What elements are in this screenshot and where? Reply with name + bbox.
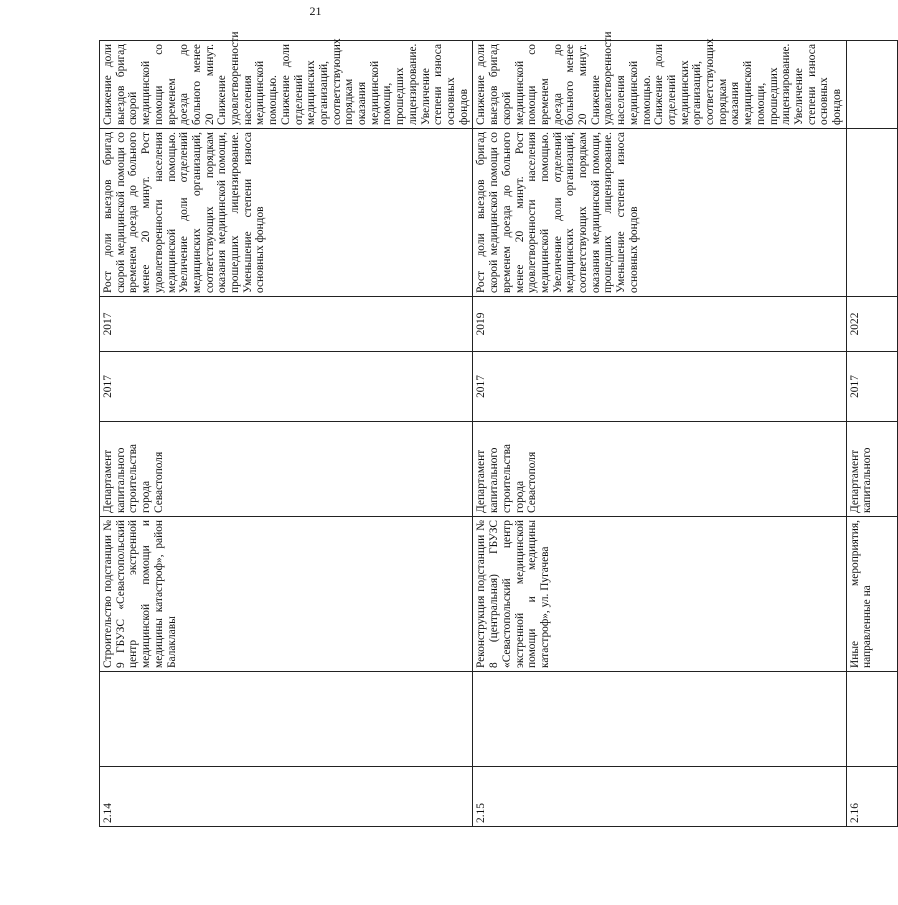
executor-cell: Департамент капитального строительства города Севастополя — [473, 422, 846, 517]
risk-cell: Снижение доли выездов бригад скорой медицинской помощи со временем доезда до больного менее 20 минут. Снижение удовлетворенности населения медицинской помощью. Снижение доли отделений медицинских организаций, соответствующих порядкам оказания медицинской помощи, прошедших лицензирование. Увеличение степени износа основных фондов — [473, 41, 846, 129]
risk-cell: Снижение доли выездов бригад скорой медицинской помощи со временем доезда до больного менее 20 минут. Снижение удовлетворенности населения медицинской помощью. Снижение доли отделений медицинских организаций, соответствующих порядкам оказания медицинской помощи, прошедших лицензирование. Увеличение степени износа основных фондов — [100, 41, 473, 129]
start-year-cell: 2017 — [473, 352, 846, 422]
blank-cell — [100, 672, 473, 767]
table-row — [100, 41, 473, 827]
table-row — [846, 41, 897, 827]
blank-cell — [473, 672, 846, 767]
executor-cell: Департамент капитального — [846, 422, 897, 517]
start-year-cell: 2017 — [100, 352, 473, 422]
risk-cell — [846, 41, 897, 129]
executor-cell: Департамент капитального строительства города Севастополя — [100, 422, 473, 517]
number-cell: 2.14 — [100, 767, 473, 827]
result-cell — [846, 129, 897, 297]
number-cell: 2.15 — [473, 767, 846, 827]
event-cell: Реконструкция подстанции № 8 (центральная) ГБУЗС «Севастопольский центр экстренной медицинской помощи и медицины катастроф», ул. Пугачева — [473, 517, 846, 672]
result-cell: Рост доли выездов бригад скорой медицинской помощи со временем доезда до больного менее 20 минут. Рост удовлетворенности населения медицинской помощью. Увеличение доли отделений медицинских организаций, соответствующих порядкам оказания медицинской помощи, прошедших лицензирование. Уменьшение степени износа основных фондов — [100, 129, 473, 297]
rotated-table-wrapper — [99, 31, 874, 827]
event-cell: Строительство подстанции № 9 ГБУЗС «Севастопольский центр экстренной медицинской помощи и медицины катастроф», район Балаклавы — [100, 517, 473, 672]
result-cell: Рост доли выездов бригад скорой медицинской помощи со временем доезда до больного менее 20 минут. Рост удовлетворенности населения медицинской помощью. Увеличение доли отделений медицинских организаций, соответствующих порядкам оказания медицинской помощи, прошедших лицензирование. Уменьшение степени износа основных фондов — [473, 129, 846, 297]
event-cell: Иные мероприятия, направленные на — [846, 517, 897, 672]
end-year-cell: 2017 — [100, 297, 473, 352]
end-year-cell: 2022 — [846, 297, 897, 352]
start-year-cell: 2017 — [846, 352, 897, 422]
number-cell: 2.16 — [846, 767, 897, 827]
end-year-cell: 2019 — [473, 297, 846, 352]
blank-cell — [846, 672, 897, 767]
table-row — [473, 41, 846, 827]
program-events-table — [99, 31, 898, 827]
page-number: 21 — [309, 4, 322, 18]
